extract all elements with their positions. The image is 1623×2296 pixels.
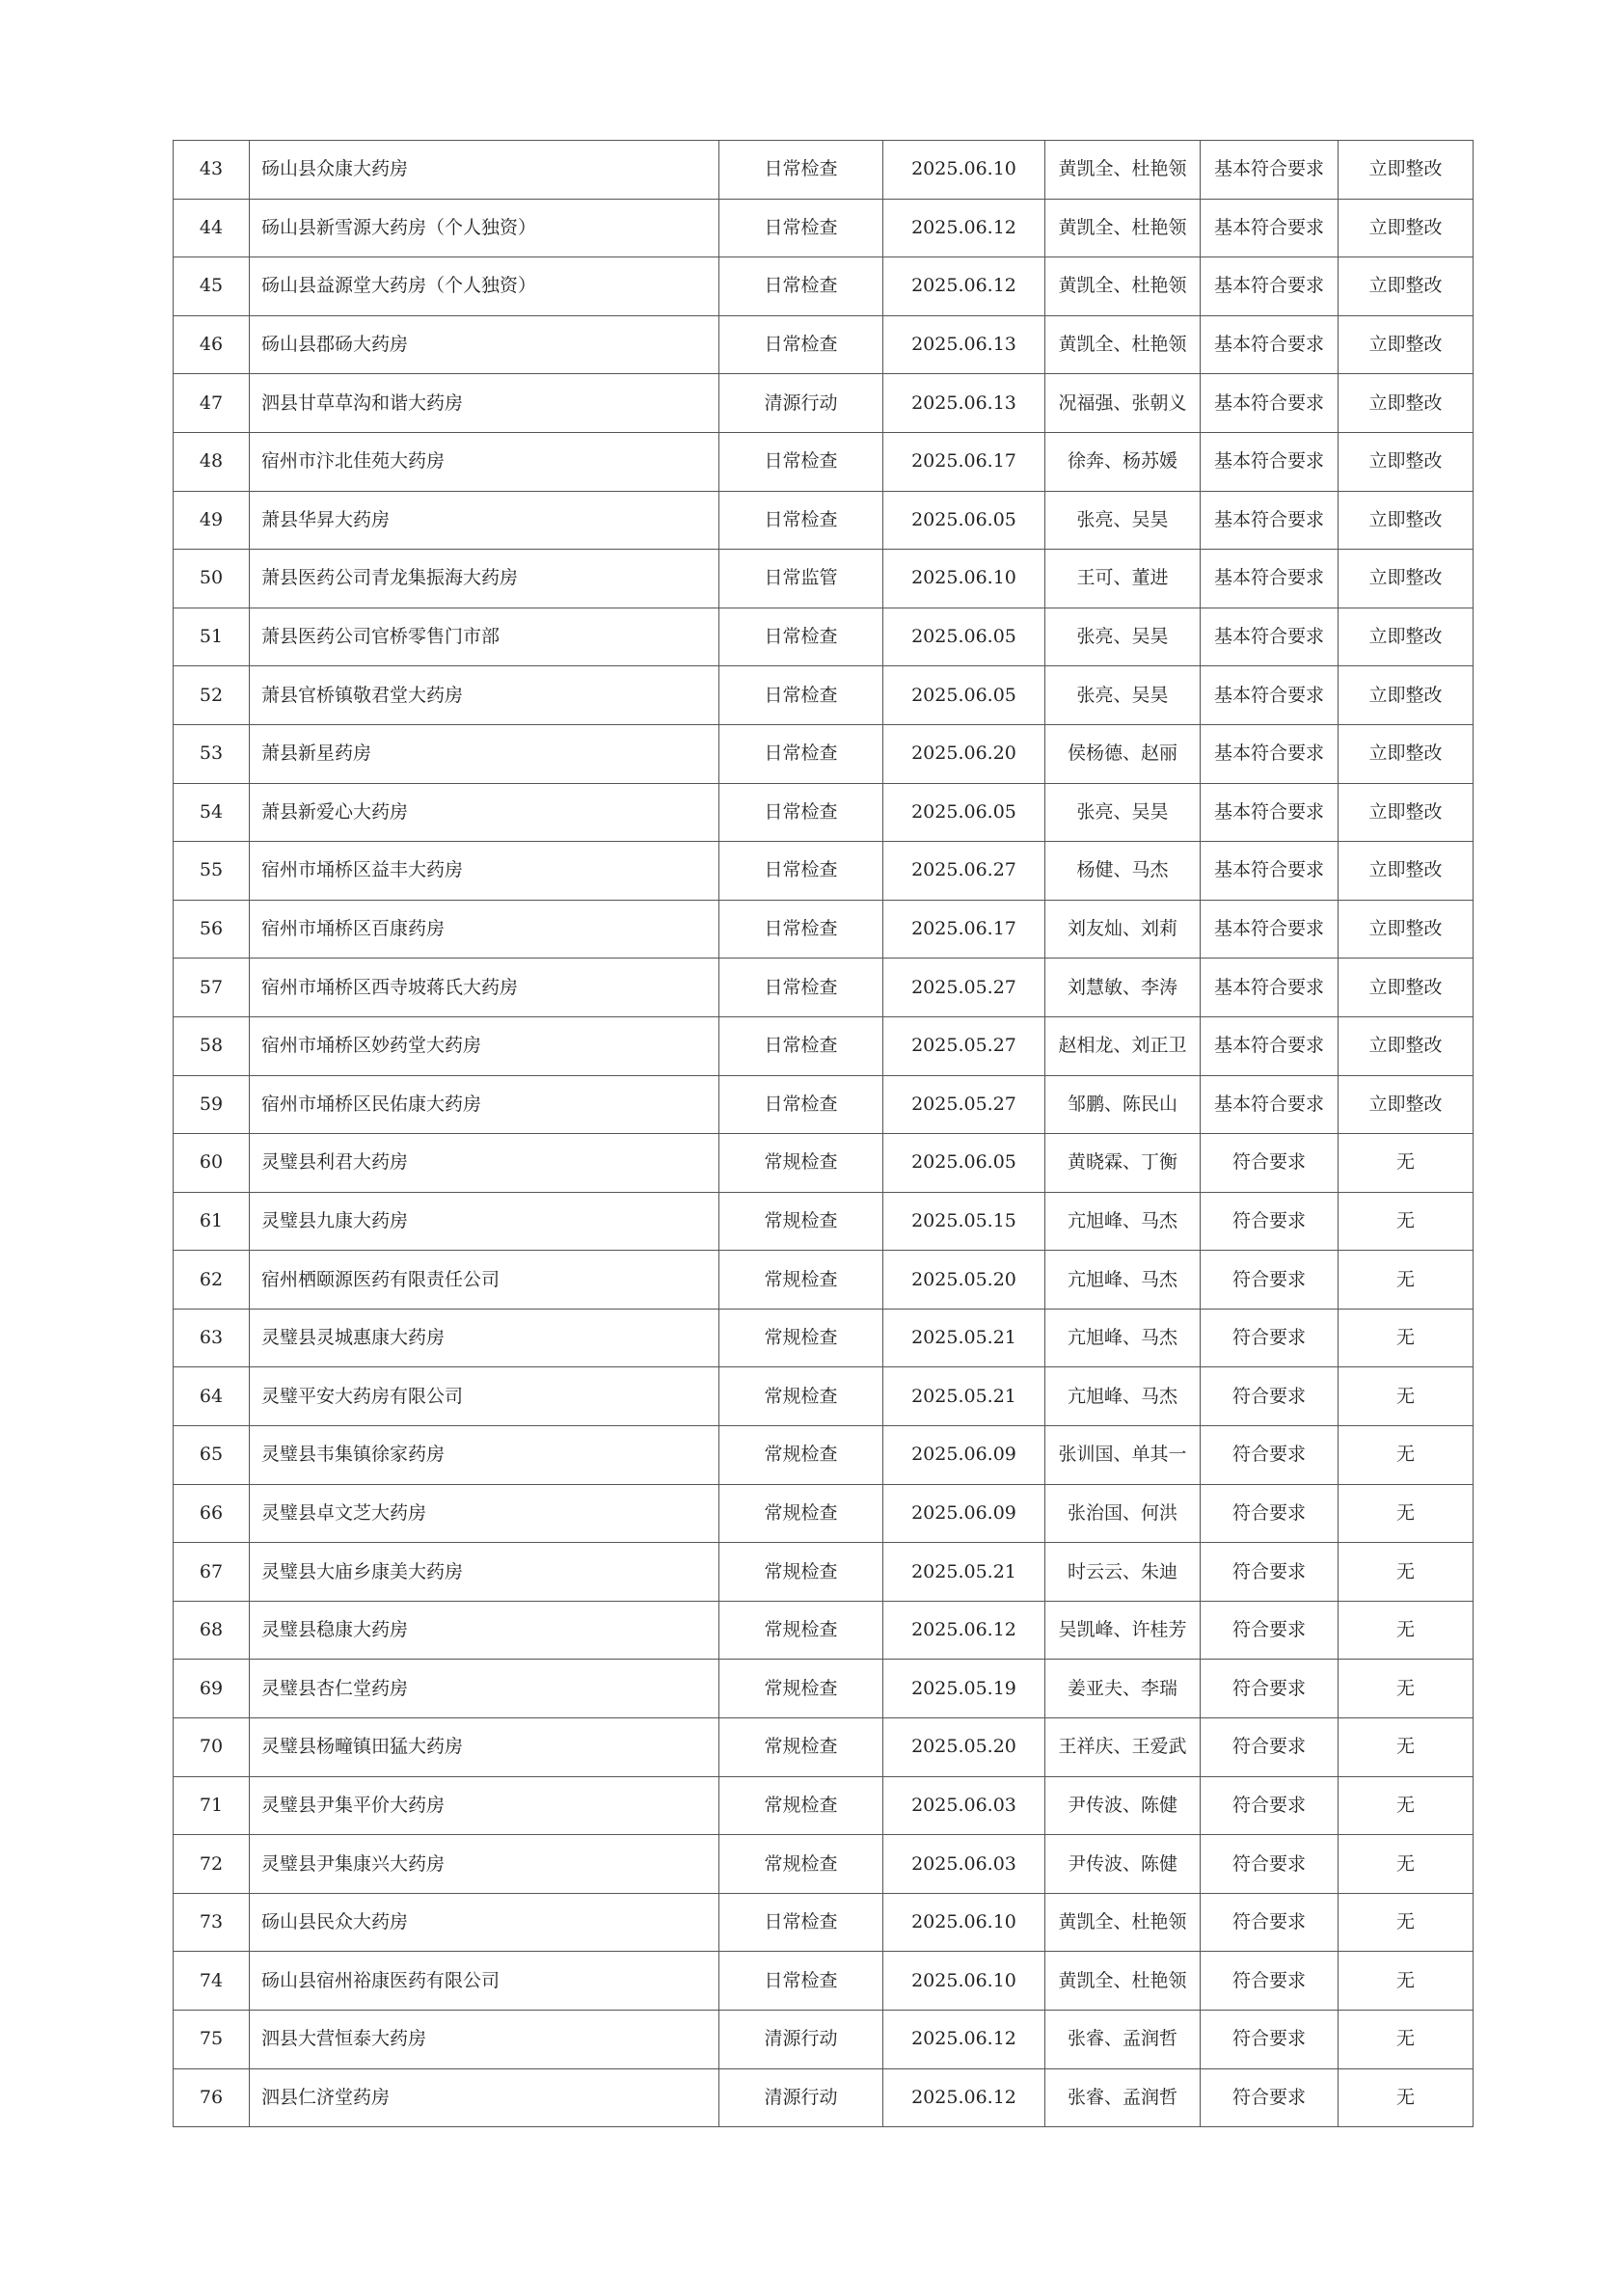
inspection-date: 2025.06.05 [883, 1134, 1045, 1193]
inspectors: 王可、董进 [1045, 550, 1201, 608]
rectification-action: 无 [1339, 1952, 1474, 2011]
inspection-type: 日常检查 [719, 959, 883, 1017]
inspection-date: 2025.06.09 [883, 1484, 1045, 1543]
inspection-result: 基本符合要求 [1201, 666, 1339, 725]
inspection-result: 基本符合要求 [1201, 1075, 1339, 1134]
table-row [174, 1835, 1474, 1894]
inspection-result: 符合要求 [1201, 1367, 1339, 1426]
inspection-type: 日常检查 [719, 608, 883, 666]
row-number: 50 [174, 550, 250, 608]
inspectors: 侯杨德、赵丽 [1045, 724, 1201, 783]
inspection-type: 常规检查 [719, 1601, 883, 1660]
inspection-date: 2025.05.21 [883, 1309, 1045, 1367]
inspection-date: 2025.06.13 [883, 374, 1045, 433]
rectification-action: 立即整改 [1339, 959, 1474, 1017]
table-row [174, 900, 1474, 959]
row-number: 51 [174, 608, 250, 666]
row-number: 71 [174, 1776, 250, 1835]
inspection-date: 2025.06.13 [883, 315, 1045, 374]
row-number: 64 [174, 1367, 250, 1426]
inspection-date: 2025.05.20 [883, 1251, 1045, 1310]
rectification-action: 立即整改 [1339, 491, 1474, 550]
inspection-type: 常规检查 [719, 1426, 883, 1485]
rectification-action: 无 [1339, 1660, 1474, 1718]
pharmacy-name: 宿州市埇桥区百康药房 [250, 900, 719, 959]
inspection-date: 2025.06.12 [883, 199, 1045, 257]
rectification-action: 无 [1339, 1601, 1474, 1660]
rectification-action: 立即整改 [1339, 1016, 1474, 1075]
inspection-date: 2025.06.10 [883, 1952, 1045, 2011]
inspection-date: 2025.06.10 [883, 550, 1045, 608]
table-row [174, 315, 1474, 374]
table-body [174, 141, 1474, 2127]
row-number: 74 [174, 1952, 250, 2011]
inspection-result: 基本符合要求 [1201, 783, 1339, 842]
table-row [174, 1543, 1474, 1602]
inspection-type: 常规检查 [719, 1543, 883, 1602]
table-row [174, 1776, 1474, 1835]
inspection-result: 符合要求 [1201, 1835, 1339, 1894]
row-number: 56 [174, 900, 250, 959]
inspection-result: 符合要求 [1201, 1893, 1339, 1952]
inspectors: 黄凯全、杜艳领 [1045, 257, 1201, 316]
table-row [174, 2068, 1474, 2127]
pharmacy-name: 砀山县新雪源大药房（个人独资） [250, 199, 719, 257]
rectification-action: 无 [1339, 1251, 1474, 1310]
pharmacy-name: 泗县甘草草沟和谐大药房 [250, 374, 719, 433]
rectification-action: 立即整改 [1339, 257, 1474, 316]
table-row [174, 724, 1474, 783]
inspection-result: 符合要求 [1201, 1543, 1339, 1602]
inspection-type: 常规检查 [719, 1835, 883, 1894]
rectification-action: 立即整改 [1339, 783, 1474, 842]
row-number: 72 [174, 1835, 250, 1894]
rectification-action: 无 [1339, 1776, 1474, 1835]
inspection-date: 2025.06.03 [883, 1776, 1045, 1835]
inspection-result: 符合要求 [1201, 1134, 1339, 1193]
pharmacy-name: 灵璧县灵城惠康大药房 [250, 1309, 719, 1367]
inspection-date: 2025.06.27 [883, 842, 1045, 901]
row-number: 59 [174, 1075, 250, 1134]
inspectors: 杨健、马杰 [1045, 842, 1201, 901]
inspection-result: 符合要求 [1201, 2068, 1339, 2127]
inspection-type: 日常检查 [719, 315, 883, 374]
inspectors: 亢旭峰、马杰 [1045, 1367, 1201, 1426]
inspectors: 时云云、朱迪 [1045, 1543, 1201, 1602]
row-number: 69 [174, 1660, 250, 1718]
rectification-action: 无 [1339, 1484, 1474, 1543]
table-row [174, 1952, 1474, 2011]
row-number: 63 [174, 1309, 250, 1367]
inspection-date: 2025.06.03 [883, 1835, 1045, 1894]
inspectors: 黄凯全、杜艳领 [1045, 315, 1201, 374]
inspection-date: 2025.05.20 [883, 1718, 1045, 1777]
inspectors: 张亮、吴昊 [1045, 783, 1201, 842]
inspection-result: 符合要求 [1201, 1251, 1339, 1310]
inspection-type: 日常检查 [719, 666, 883, 725]
pharmacy-name: 灵璧平安大药房有限公司 [250, 1367, 719, 1426]
row-number: 66 [174, 1484, 250, 1543]
inspection-result: 符合要求 [1201, 1601, 1339, 1660]
inspection-result: 基本符合要求 [1201, 608, 1339, 666]
row-number: 58 [174, 1016, 250, 1075]
inspection-type: 清源行动 [719, 2068, 883, 2127]
row-number: 62 [174, 1251, 250, 1310]
inspection-type: 日常监管 [719, 550, 883, 608]
inspection-date: 2025.05.15 [883, 1192, 1045, 1251]
pharmacy-name: 宿州市埇桥区妙药堂大药房 [250, 1016, 719, 1075]
pharmacy-name: 灵璧县卓文芝大药房 [250, 1484, 719, 1543]
table-row [174, 1134, 1474, 1193]
pharmacy-name: 灵璧县杏仁堂药房 [250, 1660, 719, 1718]
table-row [174, 783, 1474, 842]
rectification-action: 无 [1339, 1543, 1474, 1602]
table-row [174, 491, 1474, 550]
pharmacy-name: 砀山县郡砀大药房 [250, 315, 719, 374]
row-number: 46 [174, 315, 250, 374]
inspection-date: 2025.06.05 [883, 608, 1045, 666]
inspection-result: 符合要求 [1201, 1952, 1339, 2011]
inspection-type: 常规检查 [719, 1484, 883, 1543]
inspection-type: 常规检查 [719, 1776, 883, 1835]
inspectors: 赵相龙、刘正卫 [1045, 1016, 1201, 1075]
rectification-action: 无 [1339, 1718, 1474, 1777]
table-row [174, 1893, 1474, 1952]
table-row [174, 1075, 1474, 1134]
inspection-type: 日常检查 [719, 842, 883, 901]
inspectors: 张睿、孟润哲 [1045, 2068, 1201, 2127]
rectification-action: 立即整改 [1339, 199, 1474, 257]
inspection-type: 常规检查 [719, 1192, 883, 1251]
inspection-type: 日常检查 [719, 432, 883, 491]
inspection-date: 2025.05.27 [883, 1016, 1045, 1075]
pharmacy-name: 萧县华昇大药房 [250, 491, 719, 550]
pharmacy-name: 宿州栖颐源医药有限责任公司 [250, 1251, 719, 1310]
rectification-action: 立即整改 [1339, 900, 1474, 959]
table-row [174, 1367, 1474, 1426]
pharmacy-name: 灵璧县韦集镇徐家药房 [250, 1426, 719, 1485]
inspection-type: 常规检查 [719, 1718, 883, 1777]
rectification-action: 无 [1339, 2068, 1474, 2127]
row-number: 43 [174, 141, 250, 200]
rectification-action: 无 [1339, 2011, 1474, 2069]
inspectors: 张睿、孟润哲 [1045, 2011, 1201, 2069]
inspection-result: 基本符合要求 [1201, 199, 1339, 257]
table-row [174, 1601, 1474, 1660]
inspection-result: 基本符合要求 [1201, 842, 1339, 901]
inspection-date: 2025.05.21 [883, 1367, 1045, 1426]
row-number: 45 [174, 257, 250, 316]
inspection-result: 基本符合要求 [1201, 315, 1339, 374]
row-number: 61 [174, 1192, 250, 1251]
table-row [174, 374, 1474, 433]
pharmacy-name: 萧县新星药房 [250, 724, 719, 783]
inspectors: 张训国、单其一 [1045, 1426, 1201, 1485]
table-row [174, 842, 1474, 901]
pharmacy-name: 灵璧县大庙乡康美大药房 [250, 1543, 719, 1602]
pharmacy-name: 灵璧县杨疃镇田猛大药房 [250, 1718, 719, 1777]
rectification-action: 立即整改 [1339, 550, 1474, 608]
rectification-action: 无 [1339, 1426, 1474, 1485]
rectification-action: 无 [1339, 1835, 1474, 1894]
inspectors: 吴凯峰、许桂芳 [1045, 1601, 1201, 1660]
inspectors: 亢旭峰、马杰 [1045, 1251, 1201, 1310]
pharmacy-name: 泗县大营恒泰大药房 [250, 2011, 719, 2069]
inspection-date: 2025.06.10 [883, 141, 1045, 200]
inspection-type: 常规检查 [719, 1367, 883, 1426]
rectification-action: 无 [1339, 1367, 1474, 1426]
row-number: 49 [174, 491, 250, 550]
table-row [174, 1192, 1474, 1251]
inspection-type: 日常检查 [719, 783, 883, 842]
pharmacy-name: 萧县新爱心大药房 [250, 783, 719, 842]
rectification-action: 立即整改 [1339, 666, 1474, 725]
row-number: 48 [174, 432, 250, 491]
inspection-type: 日常检查 [719, 724, 883, 783]
table-row [174, 666, 1474, 725]
inspectors: 张亮、吴昊 [1045, 666, 1201, 725]
inspectors: 黄晓霖、丁衡 [1045, 1134, 1201, 1193]
inspectors: 黄凯全、杜艳领 [1045, 1893, 1201, 1952]
inspection-result: 符合要求 [1201, 2011, 1339, 2069]
inspection-type: 清源行动 [719, 374, 883, 433]
table-row [174, 1484, 1474, 1543]
inspection-result: 符合要求 [1201, 1660, 1339, 1718]
row-number: 75 [174, 2011, 250, 2069]
inspection-result: 符合要求 [1201, 1718, 1339, 1777]
pharmacy-name: 砀山县众康大药房 [250, 141, 719, 200]
inspection-date: 2025.06.05 [883, 783, 1045, 842]
inspection-date: 2025.05.27 [883, 1075, 1045, 1134]
pharmacy-name: 宿州市汴北佳苑大药房 [250, 432, 719, 491]
inspection-result: 基本符合要求 [1201, 141, 1339, 200]
rectification-action: 立即整改 [1339, 842, 1474, 901]
inspection-result: 基本符合要求 [1201, 724, 1339, 783]
inspection-date: 2025.06.10 [883, 1893, 1045, 1952]
pharmacy-name: 砀山县益源堂大药房（个人独资） [250, 257, 719, 316]
row-number: 47 [174, 374, 250, 433]
inspection-type: 日常检查 [719, 199, 883, 257]
inspectors: 尹传波、陈健 [1045, 1776, 1201, 1835]
pharmacy-name: 灵璧县尹集平价大药房 [250, 1776, 719, 1835]
rectification-action: 无 [1339, 1309, 1474, 1367]
row-number: 52 [174, 666, 250, 725]
inspection-result: 基本符合要求 [1201, 374, 1339, 433]
pharmacy-name: 灵璧县利君大药房 [250, 1134, 719, 1193]
inspection-type: 日常检查 [719, 1952, 883, 2011]
inspectors: 姜亚夫、李瑞 [1045, 1660, 1201, 1718]
inspectors: 亢旭峰、马杰 [1045, 1309, 1201, 1367]
row-number: 44 [174, 199, 250, 257]
table-row [174, 959, 1474, 1017]
inspection-date: 2025.05.21 [883, 1543, 1045, 1602]
table-row [174, 1251, 1474, 1310]
inspectors: 黄凯全、杜艳领 [1045, 199, 1201, 257]
row-number: 67 [174, 1543, 250, 1602]
inspectors: 邹鹏、陈民山 [1045, 1075, 1201, 1134]
rectification-action: 无 [1339, 1192, 1474, 1251]
inspection-type: 清源行动 [719, 2011, 883, 2069]
inspection-result: 基本符合要求 [1201, 959, 1339, 1017]
inspection-type: 日常检查 [719, 141, 883, 200]
row-number: 70 [174, 1718, 250, 1777]
pharmacy-name: 砀山县宿州裕康医药有限公司 [250, 1952, 719, 2011]
rectification-action: 无 [1339, 1134, 1474, 1193]
inspection-table [173, 140, 1474, 2127]
inspection-date: 2025.06.09 [883, 1426, 1045, 1485]
table-row [174, 432, 1474, 491]
inspection-type: 日常检查 [719, 1075, 883, 1134]
pharmacy-name: 宿州市埇桥区西寺坡蒋氏大药房 [250, 959, 719, 1017]
row-number: 55 [174, 842, 250, 901]
inspection-type: 常规检查 [719, 1251, 883, 1310]
inspection-type: 日常检查 [719, 257, 883, 316]
inspection-date: 2025.06.17 [883, 900, 1045, 959]
inspectors: 况福强、张朝义 [1045, 374, 1201, 433]
inspectors: 张治国、何洪 [1045, 1484, 1201, 1543]
inspection-type: 日常检查 [719, 1016, 883, 1075]
pharmacy-name: 萧县医药公司青龙集振海大药房 [250, 550, 719, 608]
inspection-date: 2025.06.05 [883, 666, 1045, 725]
inspection-result: 基本符合要求 [1201, 257, 1339, 316]
pharmacy-name: 砀山县民众大药房 [250, 1893, 719, 1952]
inspection-type: 常规检查 [719, 1660, 883, 1718]
pharmacy-name: 萧县官桥镇敬君堂大药房 [250, 666, 719, 725]
inspection-result: 基本符合要求 [1201, 550, 1339, 608]
inspectors: 王祥庆、王爱武 [1045, 1718, 1201, 1777]
table-row [174, 1718, 1474, 1777]
pharmacy-name: 宿州市埇桥区民佑康大药房 [250, 1075, 719, 1134]
row-number: 65 [174, 1426, 250, 1485]
inspectors: 张亮、吴昊 [1045, 491, 1201, 550]
inspection-date: 2025.06.20 [883, 724, 1045, 783]
inspectors: 刘友灿、刘莉 [1045, 900, 1201, 959]
row-number: 57 [174, 959, 250, 1017]
inspectors: 刘慧敏、李涛 [1045, 959, 1201, 1017]
rectification-action: 无 [1339, 1893, 1474, 1952]
inspectors: 亢旭峰、马杰 [1045, 1192, 1201, 1251]
rectification-action: 立即整改 [1339, 1075, 1474, 1134]
table-row [174, 1426, 1474, 1485]
rectification-action: 立即整改 [1339, 141, 1474, 200]
inspectors: 尹传波、陈健 [1045, 1835, 1201, 1894]
rectification-action: 立即整改 [1339, 315, 1474, 374]
pharmacy-name: 灵璧县九康大药房 [250, 1192, 719, 1251]
row-number: 73 [174, 1893, 250, 1952]
table-row [174, 550, 1474, 608]
inspection-result: 基本符合要求 [1201, 1016, 1339, 1075]
inspection-date: 2025.05.19 [883, 1660, 1045, 1718]
row-number: 68 [174, 1601, 250, 1660]
inspection-type: 日常检查 [719, 900, 883, 959]
pharmacy-name: 宿州市埇桥区益丰大药房 [250, 842, 719, 901]
inspection-type: 日常检查 [719, 1893, 883, 1952]
inspection-date: 2025.06.12 [883, 1601, 1045, 1660]
inspection-date: 2025.06.12 [883, 2011, 1045, 2069]
row-number: 76 [174, 2068, 250, 2127]
inspection-result: 符合要求 [1201, 1192, 1339, 1251]
inspection-type: 日常检查 [719, 491, 883, 550]
inspectors: 徐奔、杨苏媛 [1045, 432, 1201, 491]
table-row [174, 257, 1474, 316]
rectification-action: 立即整改 [1339, 608, 1474, 666]
inspection-result: 符合要求 [1201, 1776, 1339, 1835]
pharmacy-name: 灵璧县稳康大药房 [250, 1601, 719, 1660]
rectification-action: 立即整改 [1339, 374, 1474, 433]
inspectors: 黄凯全、杜艳领 [1045, 1952, 1201, 2011]
table-row [174, 1016, 1474, 1075]
inspection-result: 符合要求 [1201, 1484, 1339, 1543]
inspection-date: 2025.06.17 [883, 432, 1045, 491]
table-row [174, 199, 1474, 257]
inspection-type: 常规检查 [719, 1309, 883, 1367]
table-row [174, 1309, 1474, 1367]
table-row [174, 608, 1474, 666]
inspectors: 张亮、吴昊 [1045, 608, 1201, 666]
table-row [174, 1660, 1474, 1718]
pharmacy-name: 泗县仁济堂药房 [250, 2068, 719, 2127]
table-row [174, 2011, 1474, 2069]
inspection-result: 基本符合要求 [1201, 432, 1339, 491]
inspection-date: 2025.06.12 [883, 257, 1045, 316]
inspection-result: 符合要求 [1201, 1309, 1339, 1367]
row-number: 60 [174, 1134, 250, 1193]
pharmacy-name: 萧县医药公司官桥零售门市部 [250, 608, 719, 666]
inspection-result: 符合要求 [1201, 1426, 1339, 1485]
pharmacy-name: 灵璧县尹集康兴大药房 [250, 1835, 719, 1894]
row-number: 53 [174, 724, 250, 783]
inspection-date: 2025.06.12 [883, 2068, 1045, 2127]
inspection-result: 基本符合要求 [1201, 491, 1339, 550]
inspection-date: 2025.05.27 [883, 959, 1045, 1017]
inspection-type: 常规检查 [719, 1134, 883, 1193]
table-row [174, 141, 1474, 200]
row-number: 54 [174, 783, 250, 842]
inspection-result: 基本符合要求 [1201, 900, 1339, 959]
rectification-action: 立即整改 [1339, 724, 1474, 783]
rectification-action: 立即整改 [1339, 432, 1474, 491]
inspectors: 黄凯全、杜艳领 [1045, 141, 1201, 200]
inspection-date: 2025.06.05 [883, 491, 1045, 550]
